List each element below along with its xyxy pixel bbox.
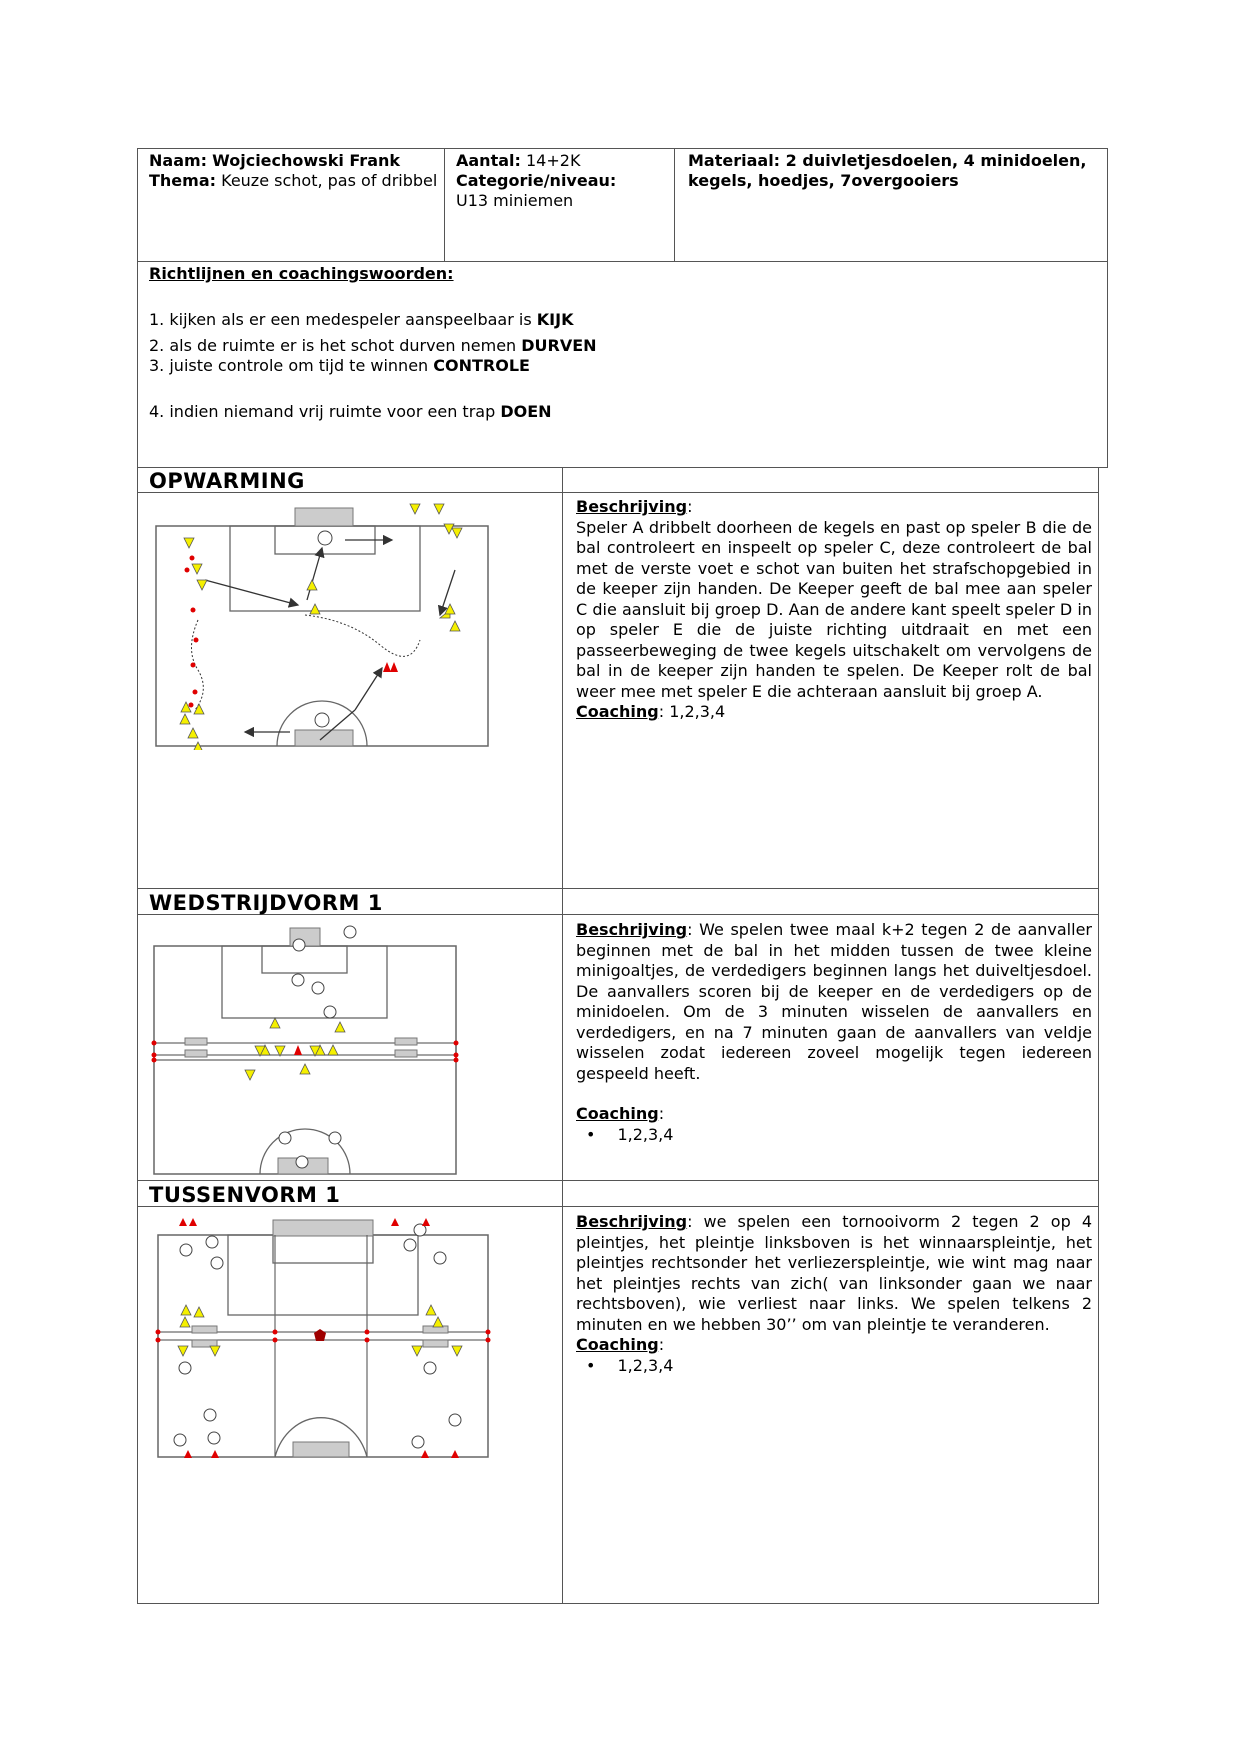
table-border: [1107, 148, 1108, 468]
table-border: [444, 148, 445, 262]
table-border: [137, 467, 1108, 468]
section-title-opwarming: OPWARMING: [149, 469, 305, 493]
naam-value: Wojciechowski Frank: [212, 151, 401, 170]
guideline-text: 3. juiste controle om tijd te winnen: [149, 356, 434, 375]
guideline-item: [149, 336, 597, 356]
description-text: we spelen een tornooivorm 2 tegen 2 op 4 pleintjes, het pleintje linksboven is het winnaarspleintje, het pleintjes rechtsonder het verliezerspleintje, wie wint mag naar het pleintjes rechts van zich( van linksonder gaan we naar rechtsboven), wie verliest naar links. We spelen telkens 2 minuten en we hebben 30’’ om van pleintje te veranderen.: [576, 1212, 1092, 1334]
table-border: [674, 148, 675, 262]
section-title-wedstrijdvorm: WEDSTRIJDVORM 1: [149, 891, 383, 915]
aantal-value: 14+2K: [526, 151, 581, 170]
section-description: Beschrijving: We spelen twee maal k+2 tegen 2 de aanvaller beginnen met de bal in het midden tussen de twee kleine minigoaltjes, de verdedigers beginnen langs het duiveltjesdoel. De aanvallers scoren bij de keeper en de verdedigers op de minidoelen. Om de 3 minuten wisselen de aanvallers en verdedigers, en na 7 minuten gaan de aanvallers van veldje wisselen zodat iedereen zoveel mogelijk tegen iedereen gespeeld heeft. Coaching: • 1,2,3,4: [576, 920, 1092, 1144]
section-title-tussenvorm: TUSSENVORM 1: [149, 1183, 341, 1207]
description-text: Speler A dribbelt doorheen de kegels en past op speler B die de bal controleert en inspeelt op speler C, deze controleert de bal met de verste voet e schot van buiten het strafschopgebied in de keeper zijn handen. De Keeper geeft de bal mee aan speler C die aansluit bij groep D. Aan de andere kant speelt speler D in op speler E die de juiste richting uitdraait en met een passeerbeweging de twee kegels uitschakelt om vervolgens de bal in de keeper zijn handen te spelen. De Keeper rolt de bal weer mee met speler E die achteraan aansluit bij groep A.: [576, 517, 1092, 701]
naam-label: Naam:: [149, 151, 208, 170]
coaching-value: 1,2,3,4: [617, 1355, 674, 1375]
aantal-label: Aantal:: [456, 151, 521, 170]
header-cell-material: [688, 151, 1098, 191]
categorie-value: U13 miniemen: [456, 191, 574, 210]
guideline-item: [149, 402, 552, 422]
guideline-text: 2. als de ruimte er is het schot durven nemen: [149, 336, 522, 355]
header-cell-count: [456, 151, 671, 211]
guideline-keyword: DURVEN: [521, 336, 597, 355]
guideline-item: [149, 356, 530, 376]
table-border: [1098, 467, 1099, 1604]
drill-diagram-tussenvorm: [150, 1210, 492, 1465]
coaching-label: Coaching: [576, 1335, 659, 1354]
categorie-label: Categorie/niveau:: [456, 171, 617, 190]
table-border: [137, 148, 1108, 149]
drill-diagram-opwarming: [150, 500, 492, 750]
materiaal-value: 2 duivletjesdoelen, 4 minidoelen, kegels, hoedjes, 7overgooiers: [688, 151, 1087, 190]
description-label: Beschrijving: [576, 920, 688, 939]
guideline-keyword: DOEN: [500, 402, 552, 421]
table-border: [137, 467, 138, 1604]
table-border: [137, 888, 1099, 889]
coaching-label: Coaching: [576, 1104, 659, 1123]
description-label: Beschrijving: [576, 1212, 688, 1231]
guidelines-title: Richtlijnen en coachingswoorden:: [149, 264, 454, 283]
drill-diagram-wedstrijdvorm: [150, 918, 462, 1180]
coaching-label: Coaching: [576, 702, 659, 721]
guideline-item: [149, 310, 573, 330]
section-description: Beschrijving: we spelen een tornooivorm 2 tegen 2 op 4 pleintjes, het pleintje linksboven is het winnaarspleintje, het pleintjes rechtsonder het verliezerspleintje, wie wint mag naar het pleintjes rechts van zich( van linksonder gaan we naar rechtsboven), wie verliest naar links. We spelen telkens 2 minuten en we hebben 30’’ om van pleintje te veranderen. Coaching: • 1,2,3,4: [576, 1212, 1092, 1375]
guideline-keyword: CONTROLE: [433, 356, 530, 375]
coaching-value: 1,2,3,4: [617, 1124, 674, 1144]
description-block: Beschrijving: We spelen twee maal k+2 tegen 2 de aanvaller beginnen met de bal in het midden tussen de twee kleine minigoaltjes, de verdedigers beginnen langs het duiveltjesdoel. De aanvallers scoren bij de keeper en de verdedigers op de minidoelen. Om de 3 minuten wisselen de aanvallers en verdedigers, en na 7 minuten gaan de aanvallers van veldje wisselen zodat iedereen zoveel mogelijk tegen iedereen gespeeld heeft.: [576, 920, 1092, 1083]
guideline-text: 1. kijken als er een medespeler aanspeelbaar is: [149, 310, 537, 329]
thema-value: Keuze schot, pas of dribbel: [221, 171, 438, 190]
thema-label: Thema:: [149, 171, 217, 190]
table-border: [562, 467, 563, 1604]
header-cell-name: [149, 151, 439, 191]
coaching-value: 1,2,3,4: [669, 702, 726, 721]
description-block: Beschrijving: we spelen een tornooivorm 2 tegen 2 op 4 pleintjes, het pleintje linksboven is het winnaarspleintje, het pleintjes rechtsonder het verliezerspleintje, wie wint mag naar het pleintjes rechts van zich( van linksonder gaan we naar rechtsboven), wie verliest naar links. We spelen telkens 2 minuten en we hebben 30’’ om van pleintje te veranderen.: [576, 1212, 1092, 1334]
section-description: Beschrijving: Speler A dribbelt doorheen de kegels en past op speler B die de bal controleert en inspeelt op speler C, deze controleert de bal met de verste voet e schot van buiten het strafschopgebied in de keeper zijn handen. De Keeper geeft de bal mee aan speler C die aansluit bij groep D. Aan de andere kant speelt speler D in op speler E die de juiste richting uitdraait en met een passeerbeweging de twee kegels uitschakelt om vervolgens de bal in de keeper zijn handen te spelen. De Keeper rolt de bal weer mee met speler E die achteraan aansluit bij groep A. Coaching: 1,2,3,4: [576, 497, 1092, 721]
description-label: Beschrijving: [576, 497, 688, 516]
materiaal-label: Materiaal:: [688, 151, 781, 170]
guideline-text: 4. indien niemand vrij ruimte voor een trap: [149, 402, 501, 421]
guideline-keyword: KIJK: [536, 310, 574, 329]
table-border: [137, 261, 1108, 262]
table-border: [137, 1603, 1099, 1604]
description-text: We spelen twee maal k+2 tegen 2 de aanvaller beginnen met de bal in het midden tussen de twee kleine minigoaltjes, de verdedigers beginnen langs het duiveltjesdoel. De aanvallers scoren bij de keeper en de verdedigers op de minidoelen. Om de 3 minuten wisselen de aanvallers en verdedigers, en na 7 minuten gaan de aanvallers van veldje wisselen zodat iedereen zoveel mogelijk tegen iedereen gespeeld heeft.: [576, 920, 1092, 1083]
table-border: [137, 1180, 1099, 1181]
table-border: [137, 148, 138, 468]
